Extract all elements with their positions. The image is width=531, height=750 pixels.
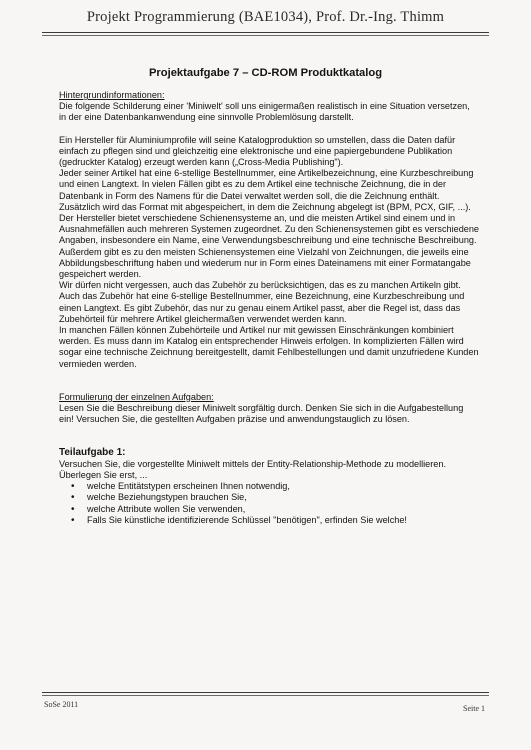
background-paragraph: In manchen Fällen können Zubehörteile und Artikel nur mit gewissen Einschränkungen kombiniert werden. Es muss dann im Katalog ein entsprechender Hinweis erfolgen. In komplizierten Fällen wird sogar eine technische Zeichnung bereitgestellt, damit Fehlbestellungen und damit unzufriedene Kunden vermieden werden. — [59, 325, 479, 369]
background-paragraph: Wir dürfen nicht vergessen, auch das Zubehör zu berücksichtigen, das es zu manchen Artikeln gibt. Auch das Zubehör hat eine 6-stellige Bestellnummer, eine Bezeichnung, eine Kurzbeschreibung und einen Langtext. Es gibt Zubehör, das nur zu genau einem Artikel passt, aber die Regel ist, dass das Zubehörteil für mehrere Artikel gleichermaßen verwendet werden kann. — [59, 280, 465, 324]
list-item: • welche Beziehungstypen brauchen Sie, — [87, 492, 479, 503]
background-paragraph: Die folgende Schilderung einer 'Miniwelt' soll uns einigermaßen realistisch in eine Situation versetzen, in der eine Datenbankanwendung eine sinnvolle Problemlösung darstellt. — [59, 101, 470, 123]
document-body — [59, 90, 479, 526]
subtask-heading: Teilaufgabe 1: — [59, 447, 126, 459]
header-rule — [42, 32, 489, 33]
background-paragraph: Jeder seiner Artikel hat eine 6-stellige Bestellnummer, eine Artikelbezeichnung, eine Kurzbeschreibung und einen Langtext. In vielen Fällen gibt es zu dem Artikel eine technische Zeichnung, die in der Datenbank in Form des Namens für die Datei verwaltet werden soll, die die Zeichnung enthält. Zusätzlich wird das Format mit abgespeichert, in dem die Zeichnung abgelegt ist (BPM, PCX, GIF, ...). — [59, 168, 474, 212]
tasks-heading: Formulierung der einzelnen Aufgaben: — [59, 391, 214, 402]
list-item: • welche Entitätstypen erscheinen Ihnen notwendig, — [87, 481, 479, 492]
background-paragraph: Der Hersteller bietet verschiedene Schienensysteme an, und die meisten Artikel sind einem und in Ausnahmefällen auch mehreren Systemen zugeordnet. Zu den Schienensystemen gibt es verschiedene Angaben, insbesondere ein Name, eine Verwendungsbeschreibung und eine technische Beschreibung. Außerdem gibt es zu den meisten Schienensystemen eine Vielzahl von Zeichnungen, die jeweils eine Abbildungsbeschriftung haben und wiederum nur in Form eines Dateinamens mit einer Formatangabe gespeichert werden. — [59, 213, 479, 280]
footer-rule — [42, 692, 489, 693]
footer-semester: SoSe 2011 — [44, 700, 79, 709]
footer-rule-thin — [42, 695, 489, 696]
document-title: Projektaufgabe 7 – CD-ROM Produktkatalog — [148, 67, 383, 79]
subtask-bullet-list — [59, 481, 479, 526]
background-heading: Hintergrundinformationen: — [59, 90, 165, 100]
header-rule-thin — [42, 35, 489, 36]
list-item: • welche Attribute wollen Sie verwenden, — [87, 504, 479, 515]
footer-page-number: Seite 1 — [463, 704, 485, 713]
page-header: Projekt Programmierung (BAE1034), Prof. Dr.-Ing. Thimm — [86, 9, 445, 25]
subtask-text: Versuchen Sie, die vorgestellte Miniwelt mittels der Entity-Relationship-Methode zu modellieren. Überlegen Sie erst, ... — [59, 458, 446, 480]
list-item: • Falls Sie künstliche identifizierende Schlüssel "benötigen", erfinden Sie welche! — [87, 515, 479, 526]
background-paragraph: Ein Hersteller für Aluminiumprofile will seine Katalogproduktion so umstellen, dass die Daten dafür einfach zu pflegen sind und gleichzeitig eine elektronische und eine papiergebundene Publikation (gedruckter Katalog) erzeugt werden kann („Cross-Media Publishing"). — [59, 134, 456, 168]
tasks-text: Lesen Sie die Beschreibung dieser Miniwelt sorgfältig durch. Denken Sie sich in die Aufgabestellung ein! Versuchen Sie, die gestellten Aufgaben präzise und anwendungstauglich zu lösen. — [59, 403, 464, 425]
